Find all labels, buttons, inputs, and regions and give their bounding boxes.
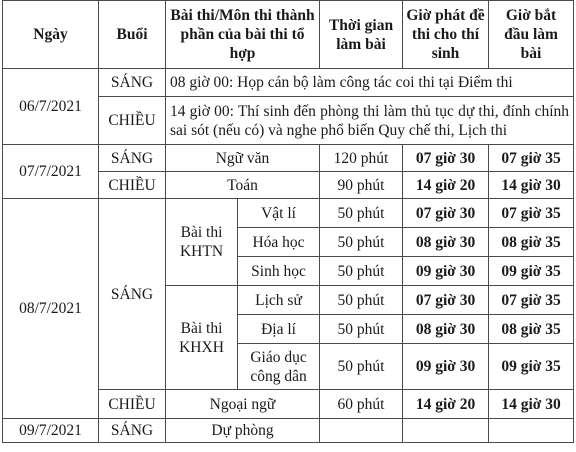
- date-cell: 09/7/2021: [3, 419, 99, 443]
- subject-cell: Lịch sử: [238, 286, 320, 315]
- table-row: [3, 199, 574, 228]
- session-cell: SÁNG: [99, 145, 166, 172]
- start-time-cell: 07 giờ 35: [489, 286, 574, 315]
- subject-cell: Ngoại ngữ: [166, 390, 320, 419]
- paper-time-cell: 07 giờ 30: [403, 145, 489, 172]
- subject-cell: Hóa học: [238, 228, 320, 257]
- start-time-cell: 09 giờ 35: [489, 344, 574, 390]
- group-label-cell: Bài thi KHTN: [166, 199, 238, 286]
- header-session: Buổi: [99, 1, 166, 69]
- header-duration: Thời gian làm bài: [320, 1, 403, 69]
- table-row: [3, 69, 574, 97]
- duration-cell: 60 phút: [320, 390, 403, 419]
- exam-schedule-table: [2, 0, 574, 443]
- duration-cell: 50 phút: [320, 257, 403, 286]
- start-time-cell: 14 giờ 30: [489, 390, 574, 419]
- duration-cell: 50 phút: [320, 228, 403, 257]
- header-date: Ngày: [3, 1, 99, 69]
- start-time-cell: 08 giờ 35: [489, 228, 574, 257]
- session-cell: CHIỀU: [99, 390, 166, 419]
- session-cell: CHIỀU: [99, 97, 166, 145]
- duration-cell: 50 phút: [320, 286, 403, 315]
- duration-cell: 50 phút: [320, 199, 403, 228]
- note-cell: 14 giờ 00: Thí sinh đến phòng thi làm thủ tục dự thi, đính chính sai sót (nếu có) và nghe phổ biến Quy chế thi, Lịch thi: [166, 97, 574, 145]
- start-time-cell: 08 giờ 35: [489, 315, 574, 344]
- header-start-time: Giờ bắt đầu làm bài: [489, 1, 574, 69]
- duration-cell: 90 phút: [320, 172, 403, 199]
- start-time-cell: 07 giờ 35: [489, 145, 574, 172]
- session-cell: SÁNG: [99, 199, 166, 390]
- paper-time-cell: 08 giờ 30: [403, 228, 489, 257]
- header-subject: Bài thi/Môn thi thành phần của bài thi tổ hợp: [166, 1, 320, 69]
- subject-cell: Địa lí: [238, 315, 320, 344]
- table-row: [3, 419, 574, 443]
- duration-cell: 50 phút: [320, 315, 403, 344]
- start-time-cell: 09 giờ 35: [489, 257, 574, 286]
- paper-time-cell: 14 giờ 20: [403, 390, 489, 419]
- header-paper-time: Giờ phát đề thi cho thí sinh: [403, 1, 489, 69]
- paper-time-cell: 08 giờ 30: [403, 315, 489, 344]
- subject-cell: Ngữ văn: [166, 145, 320, 172]
- session-cell: SÁNG: [99, 419, 166, 443]
- subject-cell: Giáo dục công dân: [238, 344, 320, 390]
- table-row: [3, 145, 574, 172]
- duration-cell: [320, 419, 403, 443]
- start-time-cell: 07 giờ 35: [489, 199, 574, 228]
- paper-time-cell: 07 giờ 30: [403, 199, 489, 228]
- paper-time-cell: 07 giờ 30: [403, 286, 489, 315]
- subject-cell: Vật lí: [238, 199, 320, 228]
- date-cell: 08/7/2021: [3, 199, 99, 419]
- start-time-cell: [489, 419, 574, 443]
- start-time-cell: 14 giờ 30: [489, 172, 574, 199]
- paper-time-cell: [403, 419, 489, 443]
- session-cell: SÁNG: [99, 69, 166, 97]
- duration-cell: 120 phút: [320, 145, 403, 172]
- subject-cell: Toán: [166, 172, 320, 199]
- date-cell: 07/7/2021: [3, 145, 99, 199]
- header-row: [3, 1, 574, 69]
- note-cell: 08 giờ 00: Họp cán bộ làm công tác coi thi tại Điểm thi: [166, 69, 574, 97]
- subject-cell: Dự phòng: [166, 419, 320, 443]
- session-cell: CHIỀU: [99, 172, 166, 199]
- subject-cell: Sinh học: [238, 257, 320, 286]
- duration-cell: 50 phút: [320, 344, 403, 390]
- group-label-cell: Bài thi KHXH: [166, 286, 238, 390]
- paper-time-cell: 09 giờ 30: [403, 344, 489, 390]
- date-cell: 06/7/2021: [3, 69, 99, 145]
- paper-time-cell: 14 giờ 20: [403, 172, 489, 199]
- paper-time-cell: 09 giờ 30: [403, 257, 489, 286]
